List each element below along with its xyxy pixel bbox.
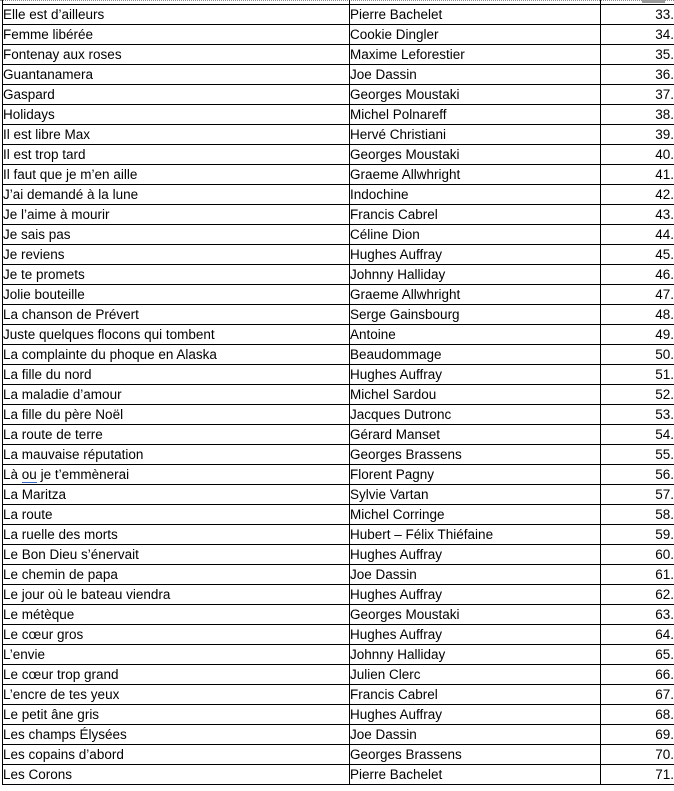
table-row	[3, 365, 674, 385]
artist-cell[interactable]: Serge Gainsbourg	[350, 305, 601, 325]
table-row	[3, 625, 674, 645]
song-title-cell[interactable]: La fille du père Noël	[3, 405, 350, 425]
track-number-cell[interactable]: 68.	[601, 705, 674, 725]
song-title-cell[interactable]: La ruelle des morts	[3, 525, 350, 545]
artist-cell[interactable]: Georges Brassens	[350, 745, 601, 765]
track-number-cell[interactable]: 55.	[601, 445, 674, 465]
artist-cell[interactable]: Céline Dion	[350, 225, 601, 245]
song-title-cell[interactable]: Le petit âne gris	[3, 705, 350, 725]
table-row	[3, 645, 674, 665]
song-title-cell[interactable]: La Maritza	[3, 485, 350, 505]
table-row	[3, 105, 674, 125]
track-number-cell[interactable]: 37.	[601, 85, 674, 105]
artist-cell[interactable]: Joe Dassin	[350, 725, 601, 745]
track-number-cell[interactable]: 50.	[601, 345, 674, 365]
table-row	[3, 605, 674, 625]
track-number-cell[interactable]: 40.	[601, 145, 674, 165]
artist-cell[interactable]: Hervé Christiani	[350, 125, 601, 145]
song-title-cell[interactable]: Jolie bouteille	[3, 285, 350, 305]
song-title-cell[interactable]: Les Corons	[3, 765, 350, 785]
track-number-cell[interactable]: 51.	[601, 365, 674, 385]
track-number-cell[interactable]: 59.	[601, 525, 674, 545]
track-number-cell[interactable]: 63.	[601, 605, 674, 625]
track-number-cell[interactable]: 61.	[601, 565, 674, 585]
table-row	[3, 5, 674, 25]
artist-cell[interactable]: Hughes Auffray	[350, 585, 601, 605]
song-title-cell[interactable]: Je l’aime à mourir	[3, 205, 350, 225]
table-row	[3, 165, 674, 185]
song-title-cell[interactable]: Il faut que je m’en aille	[3, 165, 350, 185]
song-title-cell[interactable]: Les champs Élysées	[3, 725, 350, 745]
artist-cell[interactable]: Florent Pagny	[350, 465, 601, 485]
song-title-cell[interactable]: Le chemin de papa	[3, 565, 350, 585]
song-title-cell[interactable]: Le métèque	[3, 605, 350, 625]
song-title-cell[interactable]: Juste quelques flocons qui tombent	[3, 325, 350, 345]
song-title-cell[interactable]: L’envie	[3, 645, 350, 665]
table-row	[3, 265, 674, 285]
song-title-cell[interactable]: Les copains d’abord	[3, 745, 350, 765]
artist-cell[interactable]: Hughes Auffray	[350, 365, 601, 385]
table-row	[3, 545, 674, 565]
track-number-cell[interactable]: 38.	[601, 105, 674, 125]
song-title-cell[interactable]: La route	[3, 505, 350, 525]
track-number-cell[interactable]: 45.	[601, 245, 674, 265]
track-number-cell[interactable]: 71.	[601, 765, 674, 785]
table-row	[3, 565, 674, 585]
artist-cell[interactable]: Michel Sardou	[350, 385, 601, 405]
song-title-cell[interactable]: La maladie d’amour	[3, 385, 350, 405]
table-row	[3, 425, 674, 445]
table-row	[3, 285, 674, 305]
song-title-cell[interactable]: Le Bon Dieu s’énervait	[3, 545, 350, 565]
song-title-cell[interactable]: Le cœur trop grand	[3, 665, 350, 685]
table-row	[3, 665, 674, 685]
song-title-cell[interactable]: Holidays	[3, 105, 350, 125]
table-row	[3, 485, 674, 505]
track-number-cell[interactable]: 54.	[601, 425, 674, 445]
artist-cell[interactable]: Graeme Allwhright	[350, 165, 601, 185]
artist-cell[interactable]: Joe Dassin	[350, 65, 601, 85]
song-title-cell[interactable]: Le cœur gros	[3, 625, 350, 645]
artist-cell[interactable]: Indochine	[350, 185, 601, 205]
artist-cell[interactable]: Joe Dassin	[350, 565, 601, 585]
table-row	[3, 145, 674, 165]
table-row	[3, 505, 674, 525]
song-title-cell[interactable]: Guantanamera	[3, 65, 350, 85]
song-title-cell[interactable]: Je sais pas	[3, 225, 350, 245]
track-number-cell[interactable]: 47.	[601, 285, 674, 305]
table-row	[3, 525, 674, 545]
song-title-cell[interactable]: La route de terre	[3, 425, 350, 445]
artist-cell[interactable]: Jacques Dutronc	[350, 405, 601, 425]
artist-cell[interactable]: Georges Brassens	[350, 445, 601, 465]
track-number-cell[interactable]: 48.	[601, 305, 674, 325]
song-title-cell[interactable]: Gaspard	[3, 85, 350, 105]
track-number-cell[interactable]: 41.	[601, 165, 674, 185]
table-row	[3, 125, 674, 145]
artist-cell[interactable]: Graeme Allwhright	[350, 285, 601, 305]
song-title-cell[interactable]: Femme libérée	[3, 25, 350, 45]
grammar-underlined-word: ou	[22, 467, 37, 485]
song-title-cell[interactable]: J’ai demandé à la lune	[3, 185, 350, 205]
song-title-cell[interactable]: La fille du nord	[3, 365, 350, 385]
artist-cell[interactable]: Pierre Bachelet	[350, 5, 601, 25]
table-row	[3, 385, 674, 405]
track-number-cell[interactable]: 69.	[601, 725, 674, 745]
track-number-cell[interactable]: 36.	[601, 65, 674, 85]
table-row	[3, 725, 674, 745]
artist-cell[interactable]: Francis Cabrel	[350, 205, 601, 225]
track-number-cell[interactable]: 70.	[601, 745, 674, 765]
table-row	[3, 745, 674, 765]
artist-cell[interactable]: Georges Moustaki	[350, 85, 601, 105]
track-number-cell[interactable]: 34.	[601, 25, 674, 45]
song-title-cell[interactable]: La mauvaise réputation	[3, 445, 350, 465]
artist-cell[interactable]: Georges Moustaki	[350, 605, 601, 625]
song-title-cell[interactable]: Je te promets	[3, 265, 350, 285]
artist-cell[interactable]: Johnny Halliday	[350, 645, 601, 665]
artist-cell[interactable]: Antoine	[350, 325, 601, 345]
track-number-cell[interactable]: 53.	[601, 405, 674, 425]
artist-cell[interactable]: Francis Cabrel	[350, 685, 601, 705]
table-row	[3, 305, 674, 325]
track-number-cell[interactable]: 46.	[601, 265, 674, 285]
table-row	[3, 245, 674, 265]
artist-cell[interactable]: Johnny Halliday	[350, 265, 601, 285]
table-row	[3, 85, 674, 105]
artist-cell[interactable]: Hubert – Félix Thiéfaine	[350, 525, 601, 545]
table-row	[3, 765, 674, 785]
table-row	[3, 45, 674, 65]
track-number-cell[interactable]: 58.	[601, 505, 674, 525]
table-row	[3, 405, 674, 425]
track-number-cell[interactable]: 56.	[601, 465, 674, 485]
track-number-cell[interactable]: 67.	[601, 685, 674, 705]
track-number-cell[interactable]: 62.	[601, 585, 674, 605]
table-row	[3, 325, 674, 345]
artist-cell[interactable]: Sylvie Vartan	[350, 485, 601, 505]
track-number-cell[interactable]: 42.	[601, 185, 674, 205]
artist-cell[interactable]: Julien Clerc	[350, 665, 601, 685]
song-title-cell[interactable]: Elle est d’ailleurs	[3, 5, 350, 25]
song-title-cell[interactable]	[3, 465, 350, 485]
song-title-cell[interactable]: Le jour où le bateau viendra	[3, 585, 350, 605]
table-row	[3, 445, 674, 465]
table-row	[3, 345, 674, 365]
track-number-cell[interactable]: 64.	[601, 625, 674, 645]
song-table	[2, 4, 674, 785]
song-title-cell[interactable]: Il est libre Max	[3, 125, 350, 145]
track-number-cell[interactable]: 52.	[601, 385, 674, 405]
table-row	[3, 185, 674, 205]
track-number-cell[interactable]: 39.	[601, 125, 674, 145]
top-right-gray-fragment	[642, 0, 665, 3]
table-row	[3, 585, 674, 605]
table-row	[3, 225, 674, 245]
song-table-body	[3, 5, 674, 785]
title-text: je t’emmènerai	[36, 467, 130, 482]
artist-cell[interactable]: Gérard Manset	[350, 425, 601, 445]
table-row	[3, 705, 674, 725]
track-number-cell[interactable]: 33.	[601, 5, 674, 25]
table-row	[3, 685, 674, 705]
song-title-cell[interactable]: Je reviens	[3, 245, 350, 265]
artist-cell[interactable]: Hughes Auffray	[350, 245, 601, 265]
table-row	[3, 205, 674, 225]
artist-cell[interactable]: Michel Corringe	[350, 505, 601, 525]
track-number-cell[interactable]: 49.	[601, 325, 674, 345]
song-title-cell[interactable]: Il est trop tard	[3, 145, 350, 165]
table-row	[3, 465, 674, 485]
artist-cell[interactable]: Hughes Auffray	[350, 625, 601, 645]
song-title-cell[interactable]: L’encre de tes yeux	[3, 685, 350, 705]
artist-cell[interactable]: Cookie Dingler	[350, 25, 601, 45]
artist-cell[interactable]: Pierre Bachelet	[350, 765, 601, 785]
track-number-cell[interactable]: 43.	[601, 205, 674, 225]
table-row	[3, 65, 674, 85]
song-title-cell[interactable]: La complainte du phoque en Alaska	[3, 345, 350, 365]
track-number-cell[interactable]: 60.	[601, 545, 674, 565]
artist-cell[interactable]: Beaudommage	[350, 345, 601, 365]
track-number-cell[interactable]: 65.	[601, 645, 674, 665]
artist-cell[interactable]: Hughes Auffray	[350, 545, 601, 565]
artist-cell[interactable]: Michel Polnareff	[350, 105, 601, 125]
track-number-cell[interactable]: 66.	[601, 665, 674, 685]
track-number-cell[interactable]: 57.	[601, 485, 674, 505]
song-title-cell[interactable]: La chanson de Prévert	[3, 305, 350, 325]
artist-cell[interactable]: Maxime Leforestier	[350, 45, 601, 65]
table-row	[3, 25, 674, 45]
dotted-boundary-line	[0, 0, 674, 1]
song-title-cell[interactable]: Fontenay aux roses	[3, 45, 350, 65]
track-number-cell[interactable]: 44.	[601, 225, 674, 245]
artist-cell[interactable]: Georges Moustaki	[350, 145, 601, 165]
title-text: Là	[3, 467, 22, 482]
artist-cell[interactable]: Hughes Auffray	[350, 705, 601, 725]
track-number-cell[interactable]: 35.	[601, 45, 674, 65]
